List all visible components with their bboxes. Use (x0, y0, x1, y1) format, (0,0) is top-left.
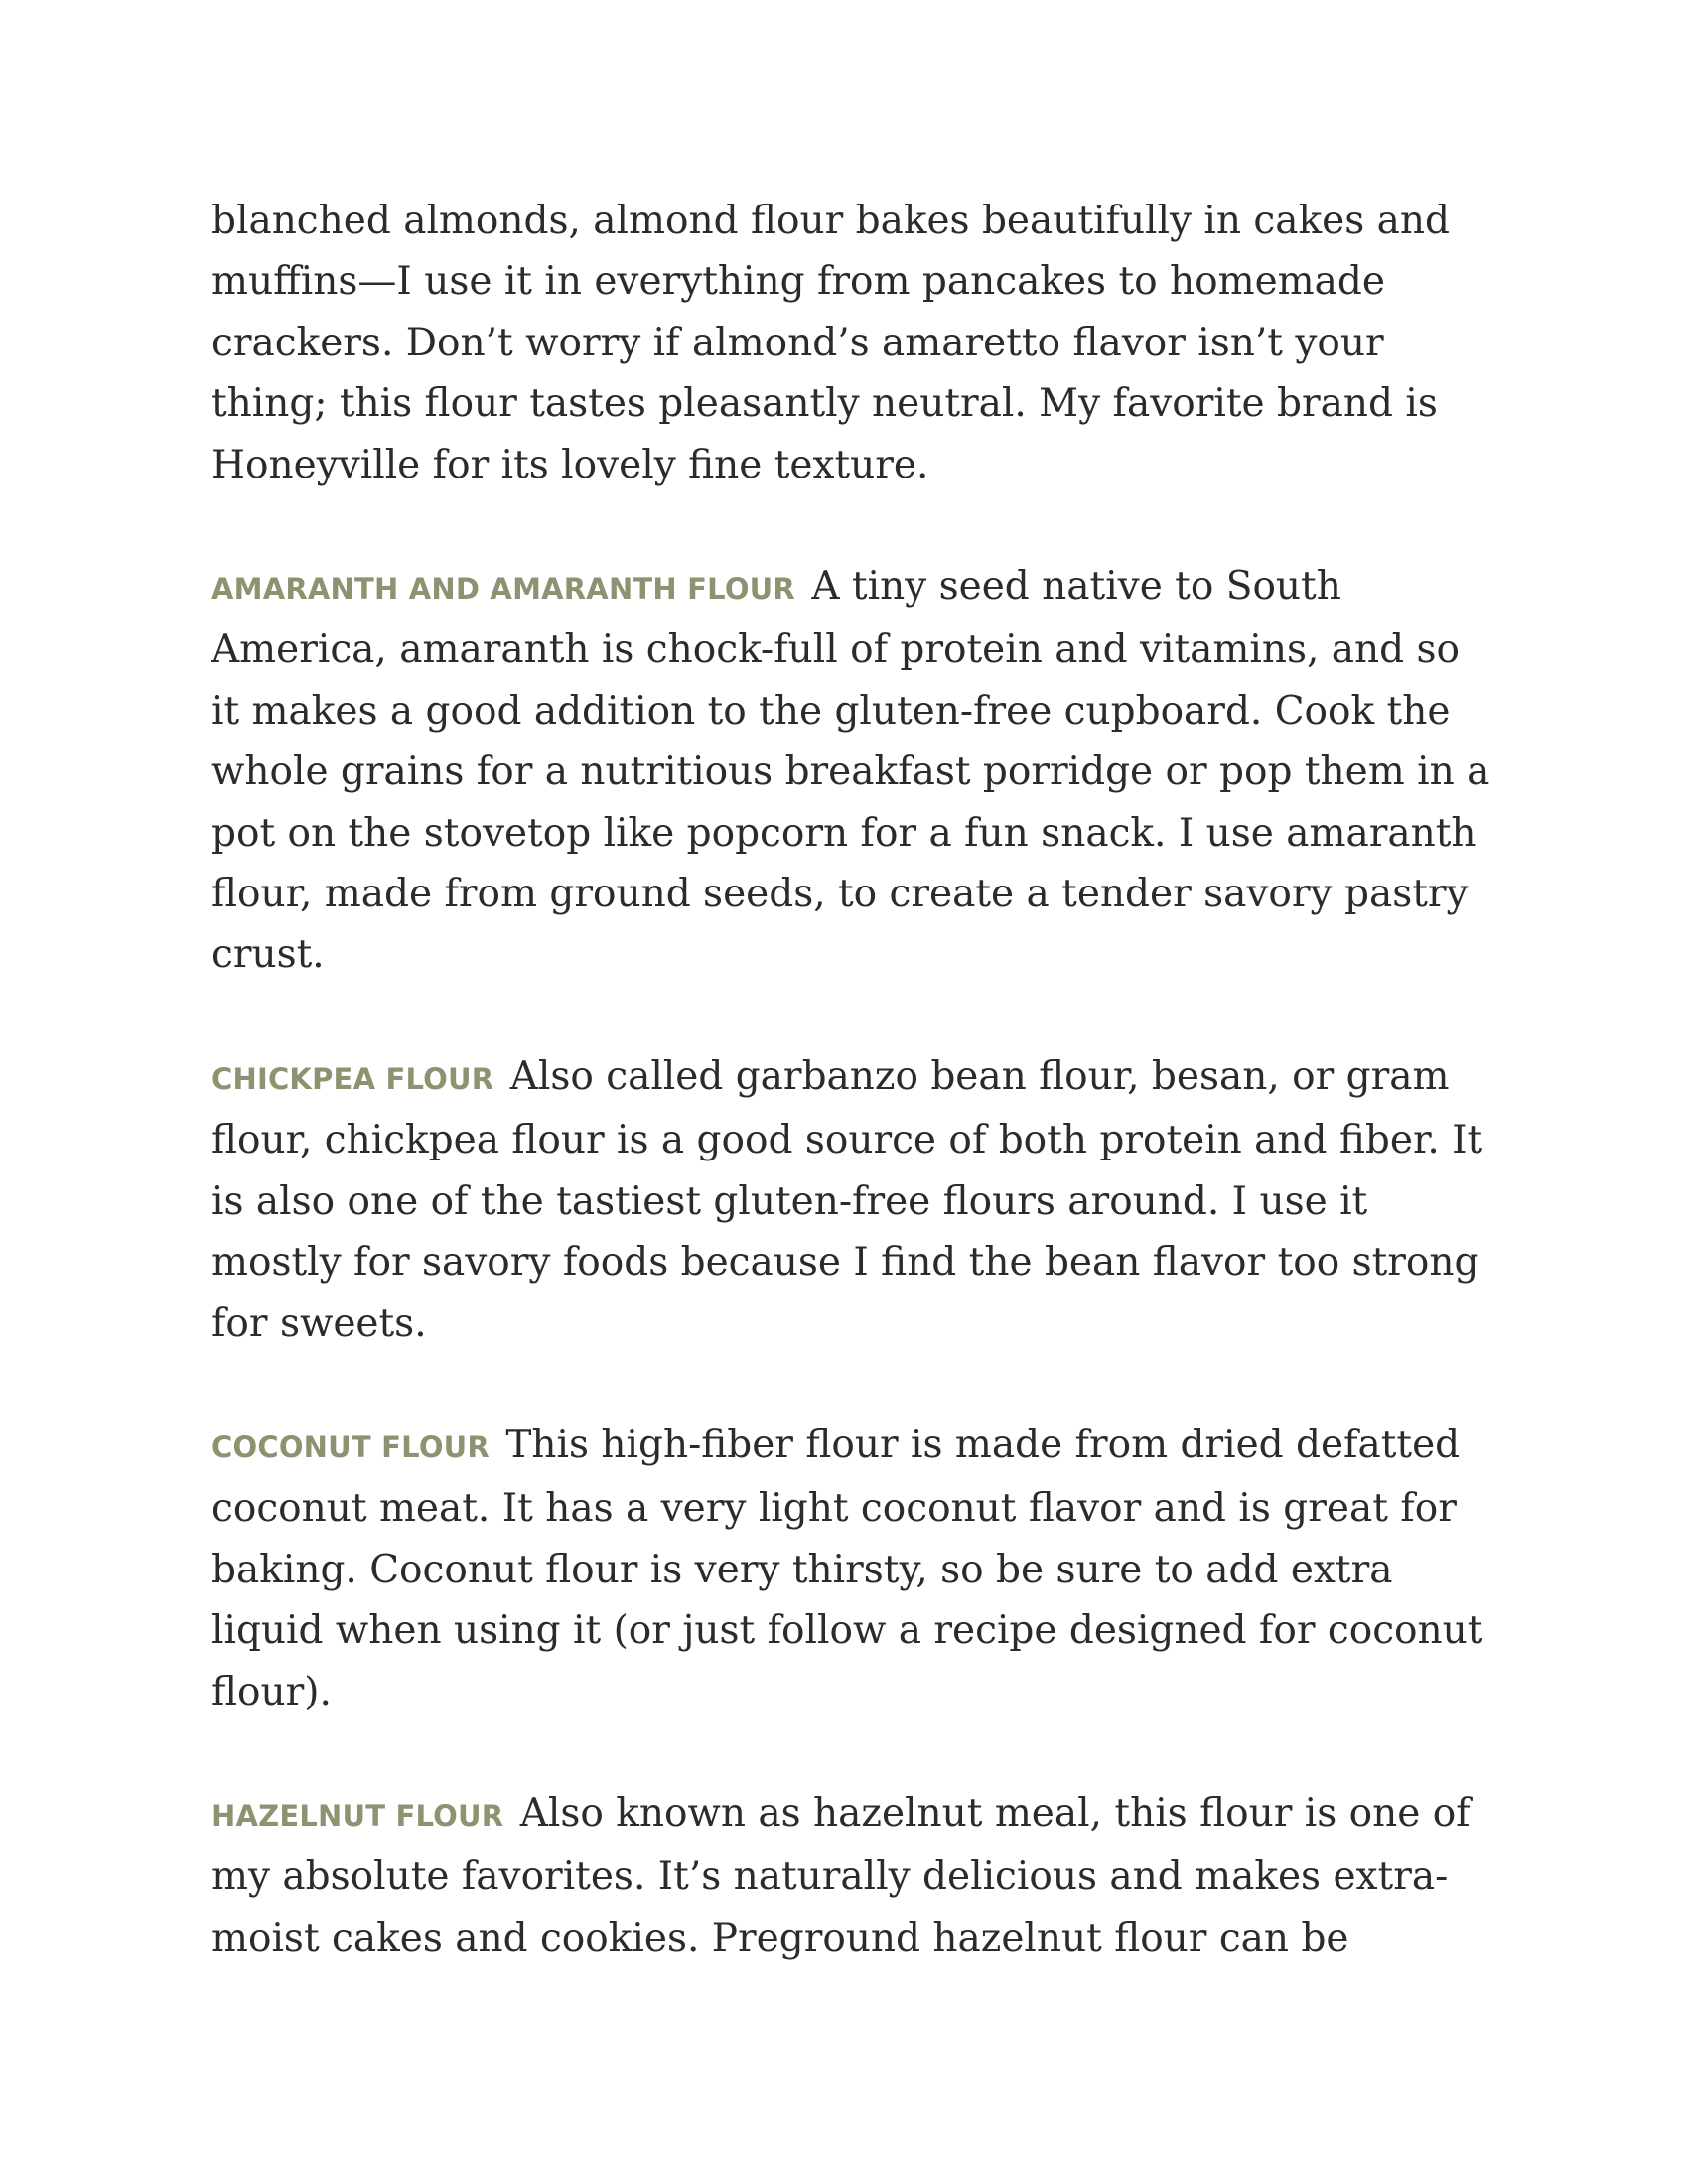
section-heading-hazelnut-flour: HAZELNUT FLOUR (211, 1798, 504, 1833)
paragraph-text: This high-fiber flour is made from dried defatted coconut meat. It has a very light coconut flavor and is great for baking. Coconut flour is very thirsty, so be sure to add extra liquid when using it (or just follow a recipe designed for coconut flour). (211, 1422, 1483, 1714)
paragraph-text: blanched almonds, almond flour bakes beautifully in cakes and muffins—I use it in everything from pancakes to homemade crackers. Don’t worry if almond’s amaretto flavor isn’t your thing; this flour tastes pleasantly neutral. My favorite brand is Honeyville for its lovely fine texture. (211, 199, 1450, 487)
section-heading-amaranth: AMARANTH AND AMARANTH FLOUR (211, 572, 795, 607)
paragraph-text: A tiny seed native to South America, amaranth is chock-full of protein and vitamins, and so it makes a good addition to the gluten-free cupboard. Cook the whole grains for a nutritious breakfast porridge or pop them in a pot on the stovetop like popcorn for a fun snack. I use amaranth flour, made from ground seeds, to create a tender savory pastry crust. (211, 564, 1490, 978)
paragraph-chickpea-flour (211, 1046, 1492, 1354)
paragraph-amaranth (211, 556, 1492, 986)
document-page (211, 191, 1492, 2029)
paragraph-hazelnut-flour (211, 1783, 1492, 1969)
paragraph-text: Also known as hazelnut meal, this flour is one of my absolute favorites. It’s naturally delicious and makes extra-moist cakes and cookies. Preground hazelnut flour can be (211, 1790, 1471, 1961)
paragraph-text: Also called garbanzo bean flour, besan, or gram flour, chickpea flour is a good source of both protein and fiber. It is also one of the tastiest gluten-free flours around. I use it mostly for savory foods because I find the bean flavor too strong for sweets. (211, 1053, 1483, 1346)
paragraph-coconut-flour (211, 1415, 1492, 1722)
section-heading-chickpea-flour: CHICKPEA FLOUR (211, 1061, 494, 1096)
section-heading-coconut-flour: COCONUT FLOUR (211, 1430, 490, 1464)
paragraph-almond-flour-continued (211, 191, 1492, 495)
